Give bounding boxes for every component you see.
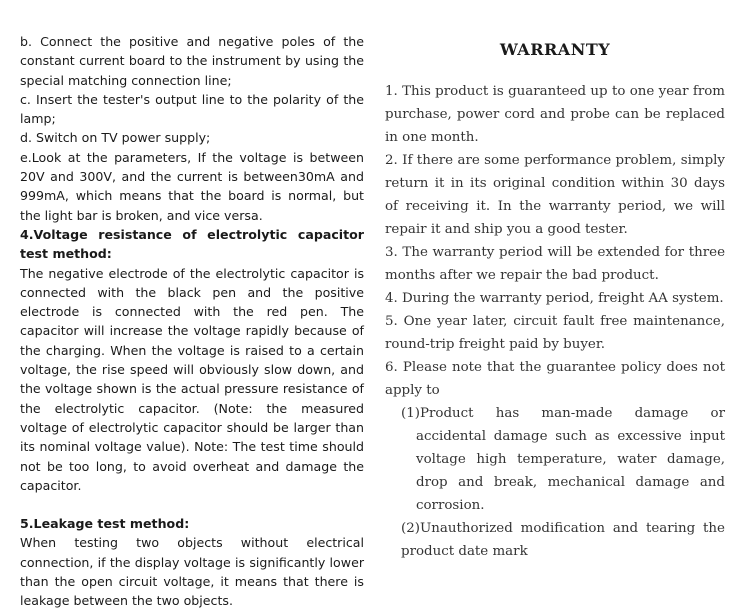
warranty-exclusion-1: (1)Product has man-made damage or accidental damage such as excessive input voltage high temperature, water damage, drop and break, mechanical damage and corrosion. [401, 406, 725, 513]
warranty-column [385, 38, 725, 563]
warranty-item-3: 3. The warranty period will be extended for three months after we repair the bad product. [385, 245, 725, 283]
instructions-column [20, 32, 364, 611]
step-e: e.Look at the parameters, If the voltage is between 20V and 300V, and the current is between30mA and 999mA, which means that the board is normal, but the light bar is broken, and vice versa. [20, 149, 364, 223]
warranty-item-1: 1. This product is guaranteed up to one year from purchase, power cord and probe can be replaced in one month. [385, 84, 725, 145]
step-c: c. Insert the tester's output line to the polarity of the lamp; [20, 91, 364, 127]
warranty-item-5: 5. One year later, circuit fault free maintenance, round-trip freight paid by buyer. [385, 314, 725, 352]
leakage-test-heading: 5.Leakage test method: [20, 516, 190, 532]
warranty-item-2: 2. If there are some performance problem, simply return it in its original condition within 30 days of receiving it. In the warranty period, we will repair it and ship you a good tester. [385, 153, 725, 237]
capacitor-test-text: The negative electrode of the electrolytic capacitor is connected with the black pen and the positive electrode is connected with the red pen. The capacitor will increase the voltage rapidly because of the charging. When the voltage is raised to a certain voltage, the rise speed will obviously slow down, and the voltage shown is the actual pressure resistance of the electrolytic capacitor. (Note: the measured voltage of electrolytic capacitor should be larger than its nominal voltage value). Note: The test time should not be too long, to avoid overheat and damage the capacitor. [20, 265, 364, 493]
step-d: d. Switch on TV power supply; [20, 130, 211, 146]
leakage-test-text: When testing two objects without electrical connection, if the display voltage is significantly lower than the open circuit voltage, it means that there is leakage between the two objects. [20, 535, 364, 609]
step-b: b. Connect the positive and negative poles of the constant current board to the instrument by using the special matching connection line; [20, 34, 364, 88]
capacitor-test-heading: 4.Voltage resistance of electrolytic capacitor test method: [20, 226, 364, 262]
warranty-title: WARRANTY [499, 40, 611, 59]
warranty-item-4: 4. During the warranty period, freight AA system. [385, 291, 724, 306]
warranty-exclusion-2: (2)Unauthorized modification and tearing the product date mark [401, 521, 725, 559]
warranty-item-6: 6. Please note that the guarantee policy does not apply to [385, 360, 725, 398]
